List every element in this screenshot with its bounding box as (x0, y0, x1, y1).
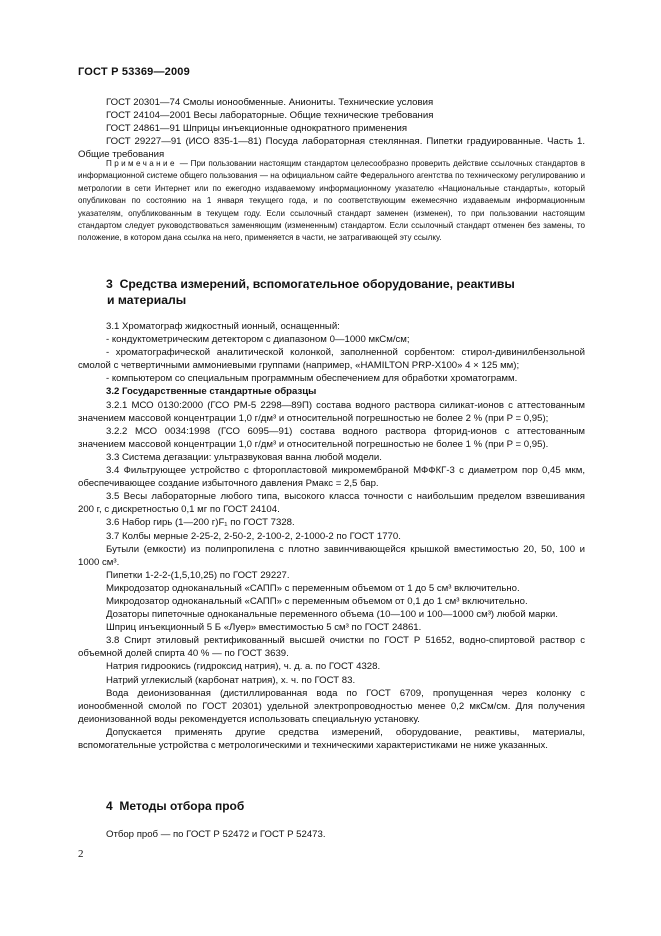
paragraph: Натрий углекислый (карбонат натрия), х. ч. по ГОСТ 83. (106, 674, 356, 686)
paragraph: Бутыли (емкости) из полипропилена с плотно завинчивающейся крышкой вместимостью 20, 50, 100 и 1000 см³. (78, 543, 585, 568)
paragraph: 3.8 Спирт этиловый ректификованный высшей очистки по ГОСТ Р 51652, водно-спиртовой раствор с объемной долей спирта 40 % — по ГОСТ 3639. (78, 635, 585, 660)
page-header: ГОСТ Р 53369—2009 (78, 66, 190, 78)
page-number: 2 (78, 848, 84, 860)
paragraph: Микродозатор одноканальный «САПП» с переменным объемом от 0,1 до 1 см³ включительно. (106, 595, 528, 607)
paragraph: 3.3 Система дегазации: ультразвуковая ванна любой модели. (106, 451, 382, 463)
paragraph: 3.6 Набор гирь (1—200 г)F₁ по ГОСТ 7328. (106, 517, 295, 529)
section-4-body (78, 828, 585, 841)
subsection-heading: 3.2 Государственные стандартные образцы (106, 386, 317, 398)
paragraph: Отбор проб — по ГОСТ Р 52472 и ГОСТ Р 52473. (106, 829, 326, 840)
note-text: — При пользовании настоящим стандартом целесообразно проверить действие ссылочных стандартов в информационной системе общего пользования — на официальном сайте Федерального агентства по техническому регулированию и метрологии в сети Интернет или по ежегодно издаваемому информационному указателю «Национальные стандарты», который опубликован по состоянию на 1 января текущего года, и по соответствующим ежемесячно издаваемым информационным указателям, опубликованным в текущем году. Если ссылочный стандарт заменен (изменен), то при пользовании настоящим стандартом следует руководствоваться заменяющим (измененным) стандартом. Если ссылочный стандарт отменен без замены, то положение, в котором дана ссылка на него, применяется в части, не затрагивающей эту ссылку. (78, 159, 585, 243)
ref-item: ГОСТ 20301—74 Смолы ионообменные. Аниониты. Технические условия (106, 97, 434, 108)
section-3-title-line2: и материалы (107, 293, 187, 307)
paragraph: 3.4 Фильтрующее устройство с фторопластовой микромембраной МФФКГ-3 с диаметром пор 0,45 мкм, обеспечивающее создание избыточного давления Pмакс = 2,5 бар. (78, 465, 585, 490)
note-block (78, 158, 585, 245)
normative-references (78, 96, 585, 161)
paragraph: Дозаторы пипеточные одноканальные переменного объема (10—100 и 100—1000 см³) любой марки. (106, 609, 558, 621)
section-4-number: 4 (106, 799, 113, 813)
paragraph: 3.7 Колбы мерные 2-25-2, 2-50-2, 2-100-2, 2-1000-2 по ГОСТ 1770. (106, 530, 401, 542)
section-3-heading (106, 276, 515, 308)
list-item: - кондуктометрическим детектором с диапазоном 0—1000 мкСм/см; (106, 334, 410, 346)
section-3-title-line1: Средства измерений, вспомогательное оборудование, реактивы (119, 277, 515, 291)
paragraph: Микродозатор одноканальный «САПП» с переменным объемом от 1 до 5 см³ включительно. (106, 582, 520, 594)
section-4-heading (106, 799, 244, 813)
paragraph: Натрия гидроокись (гидроксид натрия), ч. д. а. по ГОСТ 4328. (106, 661, 381, 673)
paragraph: 3.2.2 МСО 0034:1998 (ГСО 6095—91) состава водного раствора фторид-ионов с аттестованным значением массовой концентрации 1,0 г/дм³ и относительной погрешностью не более 1 % (при P = 0,95). (78, 425, 585, 450)
paragraph: Пипетки 1-2-2-(1,5,10,25) по ГОСТ 29227. (106, 569, 290, 581)
paragraph: Шприц инъекционный 5 Б «Луер» вместимостью 5 см³ по ГОСТ 24861. (106, 622, 422, 634)
section-3-number: 3 (106, 277, 113, 291)
paragraph: Вода деионизованная (дистиллированная вода по ГОСТ 6709, пропущенная через колонку с ионообменной смолой по ГОСТ 20301) удельной электропроводностью менее 0,2 мкСм/см. Для получения деионизованной воды рекомендуется использовать специальную установку. (78, 687, 585, 725)
paragraph: 3.1 Хроматограф жидкостный ионный, оснащенный: (106, 321, 340, 332)
paragraph: 3.5 Весы лабораторные любого типа, высокого класса точности с наибольшим пределом взвешивания 200 г, с дискретностью 0,1 мг по ГОСТ 24104. (78, 491, 585, 516)
section-4-title: Методы отбора проб (119, 799, 245, 813)
ref-item: ГОСТ 24861—91 Шприцы инъекционные однократного применения (106, 123, 408, 134)
ref-item: ГОСТ 29227—91 (ИСО 835-1—81) Посуда лабораторная стеклянная. Пипетки градуированные. Часть 1. Общие требования (78, 136, 585, 160)
list-item: - хроматографической аналитической колонкой, заполненной сорбентом: стирол-дивинилбензольной смолой с четвертичными аммониевыми группами (например, «HAMILTON PRP-X100» 4 × 125 мм); (78, 347, 585, 372)
section-3-body (78, 320, 585, 752)
ref-item: ГОСТ 24104—2001 Весы лабораторные. Общие технические требования (106, 110, 434, 121)
paragraph: Допускается применять другие средства измерений, оборудование, реактивы, материалы, вспомогательные устройства с метрологическими и техническими характеристиками не ниже указанных. (78, 726, 585, 751)
list-item: - компьютером со специальным программным обеспечением для обработки хроматограмм. (106, 373, 518, 385)
paragraph: 3.2.1 МСО 0130:2000 (ГСО РМ-5 2298—89П) состава водного раствора силикат-ионов с аттестованным значением массовой концентрации 1,0 г/дм³ и относительной погрешностью не более 2 % (при P = 0,95); (78, 399, 585, 424)
note-label: Примечание (106, 159, 177, 168)
